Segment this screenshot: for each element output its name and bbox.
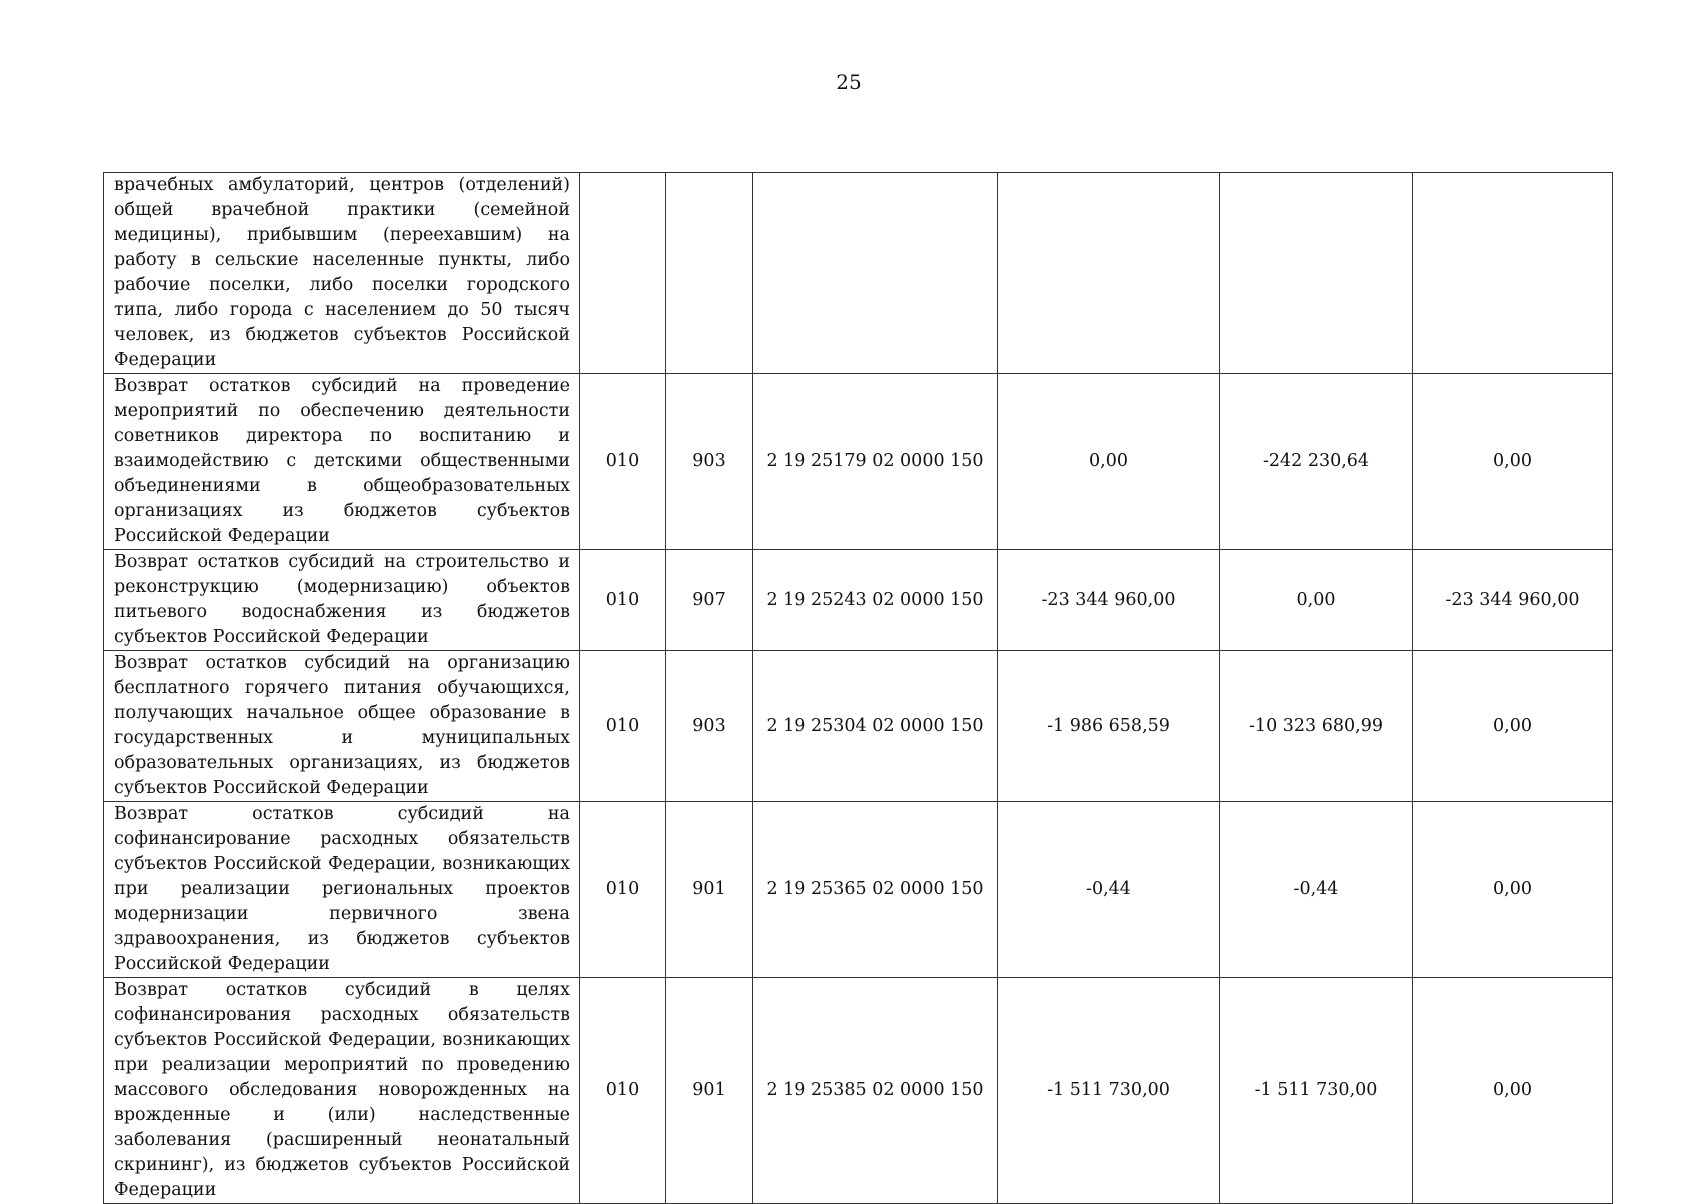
row-code-2 bbox=[666, 173, 753, 374]
row-code-1: 010 bbox=[580, 550, 666, 651]
row-description: врачебных амбулаторий, центров (отделений) общей врачебной практики (семейной медицины), прибывшим (переехавшим) на работу в сельские населенные пункты, либо рабочие поселки, либо поселки городского типа, либо города с населением до 50 тысяч человек, из бюджетов субъектов Российской Федерации bbox=[104, 173, 580, 374]
budget-table bbox=[103, 172, 1613, 1204]
row-value-2: 0,00 bbox=[1220, 550, 1413, 651]
row-value-2: -1 511 730,00 bbox=[1220, 978, 1413, 1204]
row-value-3: 0,00 bbox=[1413, 978, 1613, 1204]
row-code-1: 010 bbox=[580, 802, 666, 978]
table-row bbox=[104, 802, 1613, 978]
row-description: Возврат остатков субсидий в целях софинансирования расходных обязательств субъектов Российской Федерации, возникающих при реализации мероприятий по проведению массового обследования новорожденных на врожденные и (или) наследственные заболевания (расширенный неонатальный скрининг), из бюджетов субъектов Российской Федерации bbox=[104, 978, 580, 1204]
row-code-2: 901 bbox=[666, 802, 753, 978]
row-description: Возврат остатков субсидий на строительство и реконструкцию (модернизацию) объектов питьевого водоснабжения из бюджетов субъектов Российской Федерации bbox=[104, 550, 580, 651]
row-value-3 bbox=[1413, 173, 1613, 374]
row-value-2: -0,44 bbox=[1220, 802, 1413, 978]
row-value-1: -1 986 658,59 bbox=[998, 651, 1220, 802]
row-code-2: 903 bbox=[666, 651, 753, 802]
row-code-2: 901 bbox=[666, 978, 753, 1204]
row-code-2: 907 bbox=[666, 550, 753, 651]
row-description: Возврат остатков субсидий на софинансирование расходных обязательств субъектов Российской Федерации, возникающих при реализации региональных проектов модернизации первичного звена здравоохранения, из бюджетов субъектов Российской Федерации bbox=[104, 802, 580, 978]
table-row bbox=[104, 978, 1613, 1204]
row-code-2: 903 bbox=[666, 374, 753, 550]
row-value-2: -10 323 680,99 bbox=[1220, 651, 1413, 802]
row-value-3: -23 344 960,00 bbox=[1413, 550, 1613, 651]
row-value-1: -23 344 960,00 bbox=[998, 550, 1220, 651]
row-value-1 bbox=[998, 173, 1220, 374]
row-kbk: 2 19 25304 02 0000 150 bbox=[753, 651, 998, 802]
page-number: 25 bbox=[836, 70, 862, 94]
table-row bbox=[104, 173, 1613, 374]
row-kbk: 2 19 25179 02 0000 150 bbox=[753, 374, 998, 550]
row-description: Возврат остатков субсидий на проведение мероприятий по обеспечению деятельности советников директора по воспитанию и взаимодействию с детскими общественными объединениями в общеобразовательных организациях из бюджетов субъектов Российской Федерации bbox=[104, 374, 580, 550]
row-kbk: 2 19 25385 02 0000 150 bbox=[753, 978, 998, 1204]
row-description: Возврат остатков субсидий на организацию бесплатного горячего питания обучающихся, получающих начальное общее образование в государственных и муниципальных образовательных организациях, из бюджетов субъектов Российской Федерации bbox=[104, 651, 580, 802]
row-kbk: 2 19 25365 02 0000 150 bbox=[753, 802, 998, 978]
row-kbk bbox=[753, 173, 998, 374]
row-kbk: 2 19 25243 02 0000 150 bbox=[753, 550, 998, 651]
row-value-3: 0,00 bbox=[1413, 802, 1613, 978]
row-value-2: -242 230,64 bbox=[1220, 374, 1413, 550]
table-row bbox=[104, 651, 1613, 802]
row-value-3: 0,00 bbox=[1413, 651, 1613, 802]
row-value-2 bbox=[1220, 173, 1413, 374]
row-value-1: -0,44 bbox=[998, 802, 1220, 978]
table-row bbox=[104, 550, 1613, 651]
row-value-1: -1 511 730,00 bbox=[998, 978, 1220, 1204]
table-row bbox=[104, 374, 1613, 550]
row-value-3: 0,00 bbox=[1413, 374, 1613, 550]
row-code-1: 010 bbox=[580, 651, 666, 802]
row-code-1: 010 bbox=[580, 374, 666, 550]
row-code-1: 010 bbox=[580, 978, 666, 1204]
row-code-1 bbox=[580, 173, 666, 374]
row-value-1: 0,00 bbox=[998, 374, 1220, 550]
